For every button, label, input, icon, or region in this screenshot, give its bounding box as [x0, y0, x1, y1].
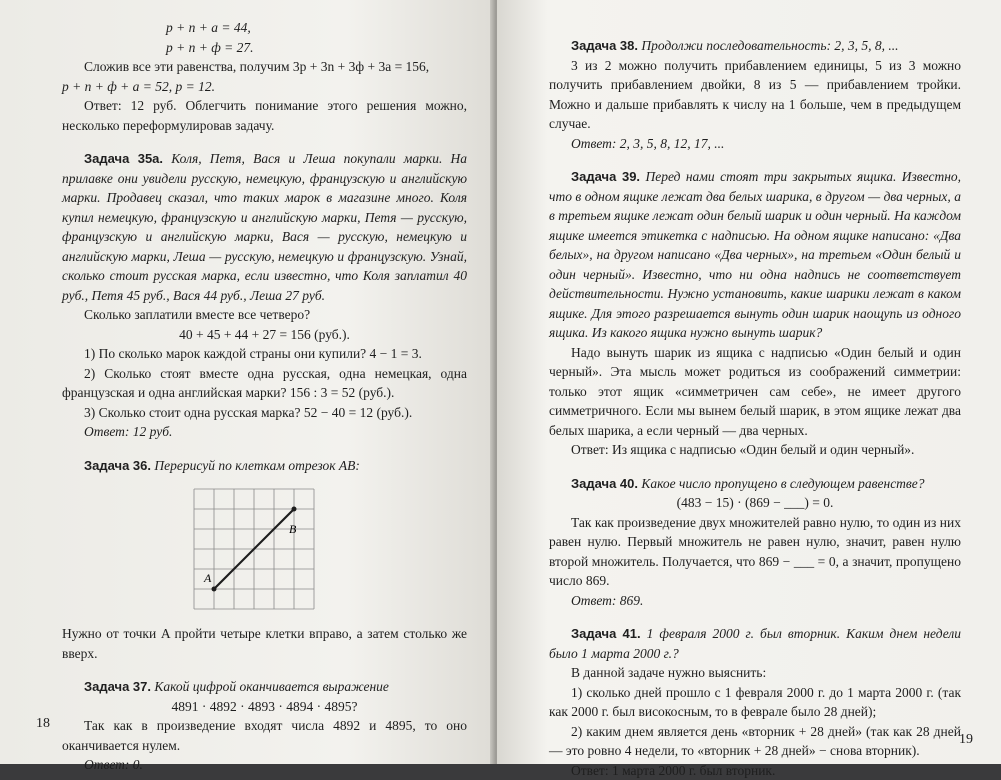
task-label: Задача 35а.	[84, 151, 163, 166]
task-text: Перед нами стоят три закрытых ящика. Известно, что в одном ящике лежат два белых шарика, в другом — два черных, а в третьем ящике лежат один белый шарик и один черный. На каждом ящике имеется этикетка с надписью. На одном ящике написано: «Два белых», на другом написано «Два черных», на третьем «Один белый и один черный». Известно, что ни одна надпись не соответствует действительности. Нужно установить, какие шарики лежат в каком ящике. Для этого разрешается вынуть один шарик наощупь из одного ящика. Из какого ящика нужно вынуть шарик?	[549, 169, 961, 340]
solution-step: 2) каким днем является день «вторник + 28 дней» (так как 28 дней — это ровно 4 недели, то «вторник + 28 дней» − снова вторник).	[549, 722, 961, 761]
task-label: Задача 37.	[84, 679, 151, 694]
solution-step: 2) Сколько стоят вместе одна русская, одна немецкая, одна французская и одна английская марки? 156 : 3 = 52 (руб.).	[62, 364, 467, 403]
task-35a	[62, 149, 467, 305]
task-text: Коля, Петя, Вася и Леша покупали марки. На прилавке они увидели русскую, немецкую, французскую и английскую марки. Продавец сказал, что таких марок в магазине много. Коля купил немецкую, французскую и английскую марки, Петя — русскую, французскую и английскую марки, Вася — русскую, немецкую и английскую марки, Леша — русскую, немецкую и французскую. Узнай, сколько стоит русская марка, если известно, что Коля заплатил 40 руб., Петя 45 руб., Вася 44 руб., Леша 27 руб.	[62, 151, 467, 303]
task-40	[549, 474, 961, 494]
paragraph: Так как в произведение входят числа 4892 и 4895, то оно оканчивается нулем.	[62, 716, 467, 755]
task-text: Какой цифрой оканчивается выражение	[154, 679, 389, 694]
paragraph: Так как произведение двух множителей равно нулю, то один из них равен нулю. Первый множитель не равен нулю, значит, равен нулю второй множитель. Получается, что 869 − ___ = 0, а значит, пропущено число 869.	[549, 513, 961, 591]
grid-figure	[188, 485, 467, 618]
equation-line: p + n + ф + a = 52, p = 12.	[62, 77, 467, 97]
task-text: Продолжи последовательность: 2, 3, 5, 8, ...	[641, 38, 898, 53]
task-text: Какое число пропущено в следующем равенстве?	[641, 476, 924, 491]
task-text: Перерисуй по клеткам отрезок AB:	[154, 458, 360, 473]
answer-text: Ответ: 869.	[549, 591, 961, 611]
task-label: Задача 36.	[84, 458, 151, 473]
solution-step: 1) сколько дней прошло с 1 февраля 2000 г. до 1 марта 2000 г. (так как 2000 г. был високосным, то в феврале было 28 дней);	[549, 683, 961, 722]
left-page	[0, 0, 495, 764]
paragraph: Сколько заплатили вместе все четверо?	[62, 305, 467, 325]
answer-text: Ответ: 2, 3, 5, 8, 12, 17, ...	[549, 134, 961, 154]
equation-line: 40 + 45 + 44 + 27 = 156 (руб.).	[62, 325, 467, 345]
task-39	[549, 167, 961, 343]
page-number: 18	[36, 716, 50, 732]
task-label: Задача 39.	[571, 169, 640, 184]
page-number: 19	[959, 732, 973, 748]
point-b	[292, 507, 297, 512]
answer-text: Ответ: 12 руб.	[62, 422, 467, 442]
task-label: Задача 40.	[571, 476, 638, 491]
task-38	[549, 36, 961, 56]
answer-text: Ответ: 1 марта 2000 г. был вторник.	[549, 761, 961, 780]
paragraph: Сложив все эти равенства, получим 3p + 3n + 3ф + 3a = 156,	[62, 57, 467, 77]
task-41	[549, 624, 961, 663]
paragraph: 3 из 2 можно получить прибавлением единицы, 5 из 3 можно получить прибавлением двойки, 8 из 5 — прибавлением тройки. Можно и дальше прибавлять к числу на 1 больше, чем в предыдущем случае.	[549, 56, 961, 134]
task-37	[62, 677, 467, 697]
right-page	[497, 0, 1001, 764]
point-a	[212, 587, 217, 592]
equation-line: (483 − 15) · (869 − ___) = 0.	[549, 493, 961, 513]
equation-line: p + n + a = 44,	[62, 18, 467, 38]
equation-line: p + n + ф = 27.	[62, 38, 467, 58]
paragraph: Надо вынуть шарик из ящика с надписью «Один белый и один черный». Эта мысль может родиться из соображений симметрии: только этот ящик «симметричен сам себе», не имеет другого симметричного. Если мы вынем белый шарик, в этом ящике лежат два белых шарика, а если черный — два черных.	[549, 343, 961, 441]
solution-step: 3) Сколько стоит одна русская марка? 52 − 40 = 12 (руб.).	[62, 403, 467, 423]
segment-ab-diagram	[188, 485, 318, 613]
solution-step: 1) По сколько марок каждой страны они купили? 4 − 1 = 3.	[62, 344, 467, 364]
answer-text: Ответ: 12 руб. Облегчить понимание этого решения можно, несколько переформулировав задачу.	[62, 96, 467, 135]
paragraph: В данной задаче нужно выяснить:	[549, 663, 961, 683]
point-a-label: A	[203, 571, 212, 585]
task-label: Задача 38.	[571, 38, 638, 53]
answer-text: Ответ: Из ящика с надписью «Один белый и один черный».	[549, 440, 961, 460]
answer-text: Ответ: 0.	[62, 755, 467, 775]
point-b-label: B	[289, 522, 297, 536]
equation-line: 4891 · 4892 · 4893 · 4894 · 4895?	[62, 697, 467, 717]
answer-text: Нужно от точки A пройти четыре клетки вправо, а затем столько же вверх.	[62, 624, 467, 663]
task-label: Задача 41.	[571, 626, 641, 641]
task-text: 1 февраля 2000 г. был вторник. Каким днем недели было 1 марта 2000 г.?	[549, 626, 961, 661]
task-36	[62, 456, 467, 476]
